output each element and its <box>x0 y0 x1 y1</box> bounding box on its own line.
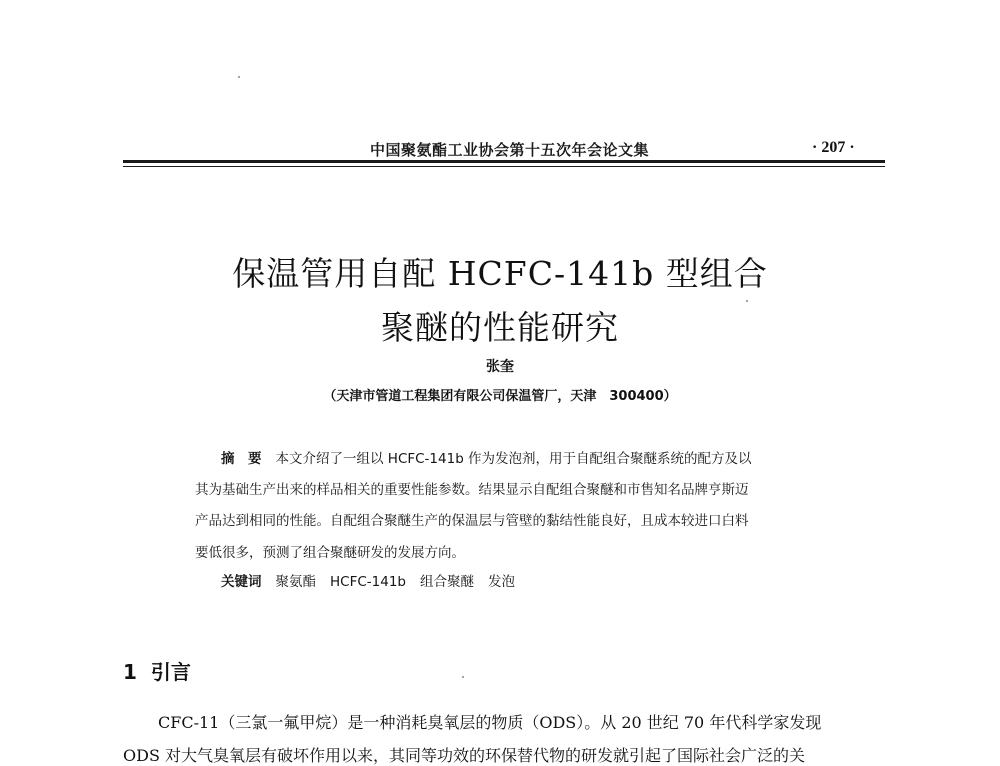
section-number: 1 <box>123 660 137 684</box>
keyword-item: 聚氨酯 <box>275 574 316 590</box>
keyword-item: 发泡 <box>487 574 515 590</box>
section-title: 引言 <box>150 660 191 684</box>
scan-speck <box>462 676 464 678</box>
abstract-text: 本文介绍了一组以 HCFC-141b 作为发泡剂，用于自配组合聚醚系统的配方及以 <box>275 451 752 467</box>
body-paragraph-line: CFC-11（三氯一氟甲烷）是一种消耗臭氧层的物质（ODS）。从 20 世纪 70 年代科学家发现 <box>158 713 822 732</box>
header-rule-thick <box>123 160 885 163</box>
author-affiliation: （天津市管道工程集团有限公司保温管厂，天津 300400） <box>323 389 677 404</box>
abstract-line: 其为基础生产出来的样品相关的重要性能参数。结果显示自配组合聚醚和市售知名品牌亨斯迈 <box>195 482 749 498</box>
running-header-title: 中国聚氨酯工业协会第十五次年会论文集 <box>370 141 650 159</box>
scan-speck <box>238 76 240 78</box>
paper-title-line-2: 聚醚的性能研究 <box>381 308 619 347</box>
keywords-line <box>221 570 529 590</box>
abstract-line <box>221 447 752 467</box>
abstract-label: 摘 要 <box>221 451 262 467</box>
section-heading <box>123 656 191 685</box>
author-name: 张奎 <box>486 359 514 375</box>
abstract-line: 产品达到相同的性能。自配组合聚醚生产的保温层与管壁的黏结性能良好，且成本较进口白料 <box>195 513 749 529</box>
page-number: · 207 · <box>812 139 855 156</box>
keyword-item: 组合聚醚 <box>419 574 474 590</box>
paper-title-line-1: 保温管用自配 HCFC-141b 型组合 <box>232 254 768 293</box>
body-paragraph-line: ODS 对大气臭氧层有破坏作用以来，其同等功效的环保替代物的研发就引起了国际社会广泛的关 <box>123 746 805 765</box>
keywords-label: 关键词 <box>221 574 262 590</box>
keyword-item: HCFC-141b <box>330 574 406 590</box>
abstract-line: 要低很多，预测了组合聚醚研发的发展方向。 <box>195 545 465 561</box>
header-rule-thin <box>123 166 885 167</box>
